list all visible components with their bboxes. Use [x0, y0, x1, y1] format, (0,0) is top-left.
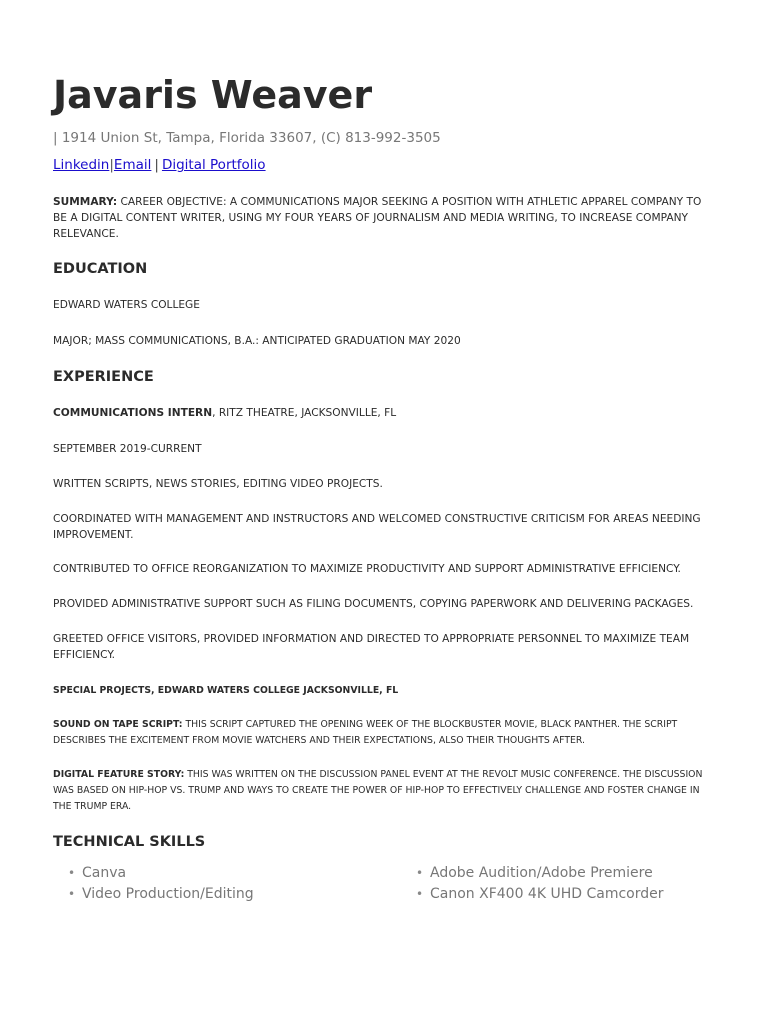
special-projects-heading: SPECIAL PROJECTS, EDWARD WATERS COLLEGE JACKSONVILLE, FL	[53, 685, 399, 696]
links-row	[53, 157, 266, 173]
links-separator: |	[154, 157, 159, 173]
duty-item: COORDINATED WITH MANAGEMENT AND INSTRUCTORS AND WELCOMED CONSTRUCTIVE CRITICISM FOR AREAS NEEDING IMPROVEMENT.	[53, 513, 701, 541]
experience-dates: SEPTEMBER 2019-CURRENT	[53, 443, 202, 455]
summary-text: CAREER OBJECTIVE: A COMMUNICATIONS MAJOR SEEKING A POSITION WITH ATHLETIC APPAREL COMPANY TO BE A DIGITAL CONTENT WRITER, USING MY FOUR YEARS OF JOURNALISM AND MEDIA WRITING, TO INCREASE COMPANY RELEVANCE.	[53, 196, 702, 240]
project-label: DIGITAL FEATURE STORY:	[53, 769, 185, 780]
experience-role	[53, 405, 718, 421]
skill-item	[400, 884, 664, 905]
skills-list-left	[52, 863, 254, 905]
education-major: MAJOR; MASS COMMUNICATIONS, B.A.: ANTICIPATED GRADUATION MAY 2020	[53, 335, 461, 347]
skill-label: Video Production/Editing	[82, 886, 254, 902]
project-text: THIS SCRIPT CAPTURED THE OPENING WEEK OF THE BLOCKBUSTER MOVIE, BLACK PANTHER. THE SCRIPT DESCRIBES THE EXCITEMENT FROM MOVIE WATCHERS AND THEIR EXPECTATIONS, ALSO THEIR THOUGHTS AFTER.	[53, 719, 678, 746]
summary-label: SUMMARY:	[53, 196, 118, 208]
technical-skills-heading: TECHNICAL SKILLS	[53, 834, 206, 850]
duty-item: PROVIDED ADMINISTRATIVE SUPPORT SUCH AS FILING DOCUMENTS, COPYING PAPERWORK AND DELIVERING PACKAGES.	[53, 598, 694, 610]
education-heading: EDUCATION	[53, 261, 148, 277]
project-sound-on-tape	[53, 717, 718, 749]
skills-list-right	[400, 863, 664, 905]
email-link[interactable]: Email	[113, 157, 152, 173]
skill-item	[52, 884, 254, 905]
experience-heading: EXPERIENCE	[53, 369, 154, 385]
candidate-name: Javaris Weaver	[53, 73, 373, 117]
skill-label: Canva	[82, 865, 127, 881]
skill-item	[400, 863, 664, 884]
skill-label: Canon XF400 4K UHD Camcorder	[430, 886, 664, 902]
links-separator: |	[109, 157, 114, 173]
duty-item: CONTRIBUTED TO OFFICE REORGANIZATION TO MAXIMIZE PRODUCTIVITY AND SUPPORT ADMINISTRATIVE EFFICIENCY.	[53, 563, 681, 575]
summary-paragraph	[53, 194, 718, 242]
education-school: EDWARD WATERS COLLEGE	[53, 299, 200, 311]
contact-line: | 1914 Union St, Tampa, Florida 33607, (C) 813-992-3505	[53, 130, 441, 146]
skill-label: Adobe Audition/Adobe Premiere	[430, 865, 653, 881]
digital-portfolio-link[interactable]: Digital Portfolio	[161, 157, 266, 173]
role-title: COMMUNICATIONS INTERN	[53, 407, 213, 419]
project-label: SOUND ON TAPE SCRIPT:	[53, 719, 183, 730]
duty-item: GREETED OFFICE VISITORS, PROVIDED INFORMATION AND DIRECTED TO APPROPRIATE PERSONNEL TO MAXIMIZE TEAM EFFICIENCY.	[53, 633, 690, 661]
project-text: THIS WAS WRITTEN ON THE DISCUSSION PANEL EVENT AT THE REVOLT MUSIC CONFERENCE. THE DISCUSSION WAS BASED ON HIP-HOP VS. TRUMP AND WAYS TO CREATE THE POWER OF HIP-HOP TO EFFECTIVELY CHALLENGE AND FOSTER CHANGE IN THE TRUMP ERA.	[53, 769, 703, 812]
skill-item	[52, 863, 254, 884]
linkedin-link[interactable]: Linkedin	[53, 157, 110, 173]
role-place: , RITZ THEATRE, JACKSONVILLE, FL	[212, 407, 397, 419]
bullet-icon: •	[416, 866, 424, 880]
duty-item: WRITTEN SCRIPTS, NEWS STORIES, EDITING VIDEO PROJECTS.	[53, 478, 383, 490]
bullet-icon: •	[416, 887, 424, 901]
project-digital-feature	[53, 767, 718, 815]
bullet-icon: •	[68, 866, 76, 880]
bullet-icon: •	[68, 887, 76, 901]
